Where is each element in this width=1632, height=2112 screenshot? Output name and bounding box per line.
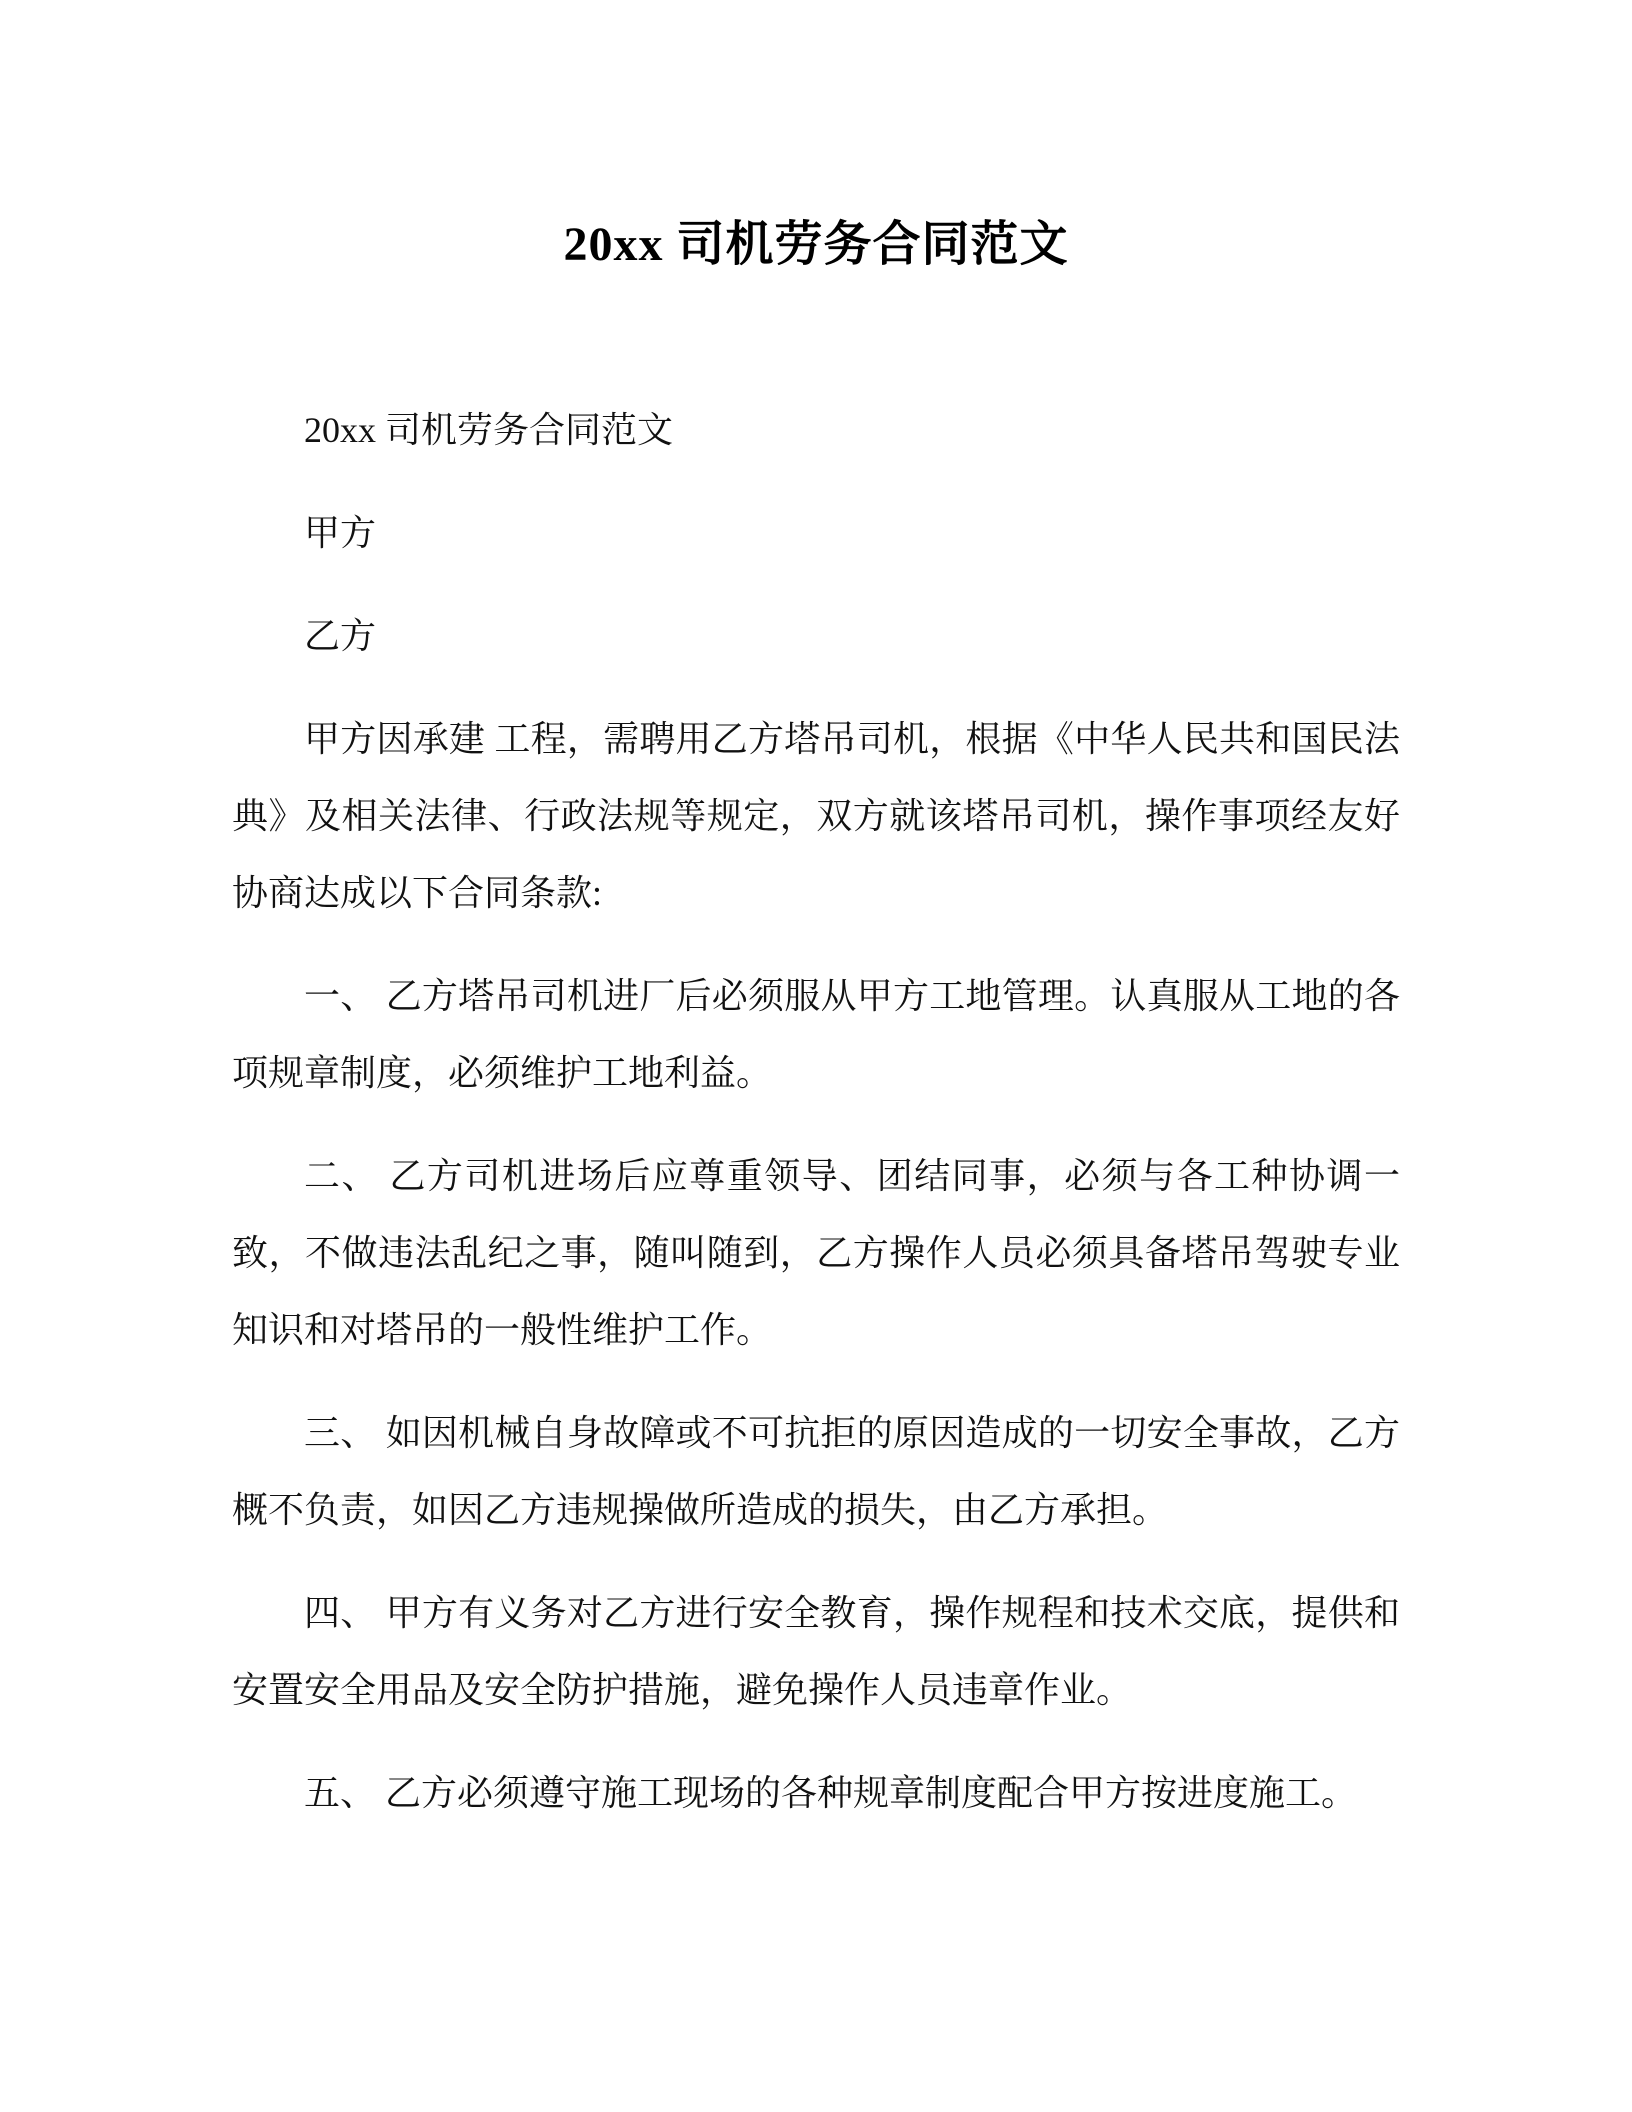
document-body: [232, 392, 1400, 1832]
paragraph: 甲方因承建 工程，需聘用乙方塔吊司机，根据《中华人民共和国民法典》及相关法律、行政法规等规定，双方就该塔吊司机，操作事项经友好协商达成以下合同条款:: [232, 719, 1400, 913]
paragraph: 乙方: [304, 616, 377, 656]
paragraph: 五、 乙方必须遵守施工现场的各种规章制度配合甲方按进度施工。: [304, 1773, 1358, 1813]
paragraph: 甲方: [304, 513, 377, 553]
paragraph: 一、 乙方塔吊司机进厂后必须服从甲方工地管理。认真服从工地的各项规章制度，必须维护工地利益。: [232, 976, 1400, 1093]
paragraph: 三、 如因机械自身故障或不可抗拒的原因造成的一切安全事故，乙方概不负责，如因乙方违规操做所造成的损失，由乙方承担。: [232, 1413, 1400, 1530]
paragraph: 二、 乙方司机进场后应尊重领导、团结同事，必须与各工种协调一致，不做违法乱纪之事，随叫随到，乙方操作人员必须具备塔吊驾驶专业知识和对塔吊的一般性维护工作。: [232, 1156, 1400, 1350]
document-title: 20xx 司机劳务合同范文: [563, 218, 1069, 271]
paragraph: 20xx 司机劳务合同范文: [304, 410, 674, 450]
paragraph: 四、 甲方有义务对乙方进行安全教育，操作规程和技术交底，提供和安置安全用品及安全防护措施，避免操作人员违章作业。: [232, 1593, 1400, 1710]
